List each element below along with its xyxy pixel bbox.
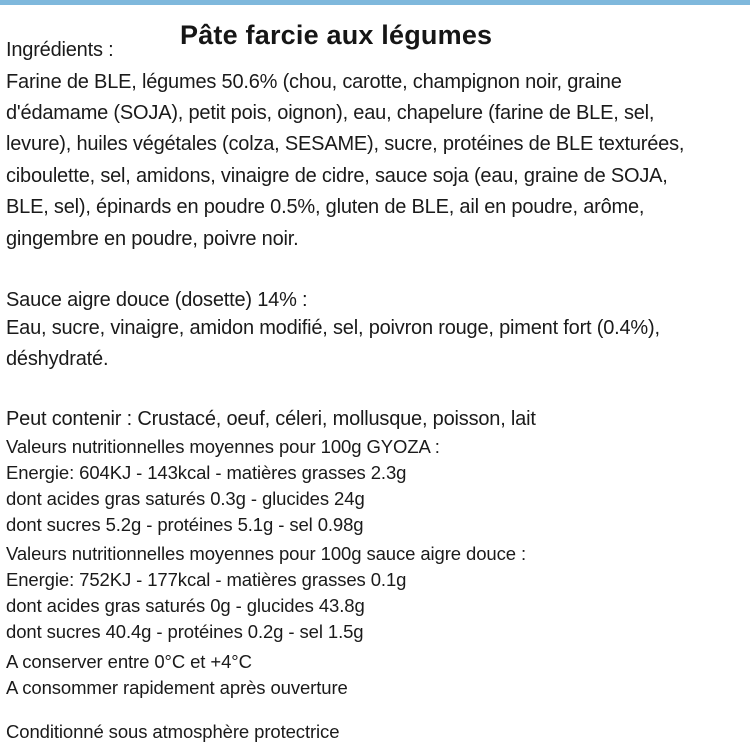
nutrition-gyoza-line: dont acides gras saturés 0.3g - glucides 24g — [6, 488, 365, 509]
product-title: Pâte farcie aux légumes — [180, 20, 493, 50]
nutrition-sauce-heading: Valeurs nutritionnelles moyennes pour 100g sauce aigre douce : — [6, 543, 527, 564]
ingredients-line: gingembre en poudre, poivre noir. — [6, 228, 299, 250]
ingredients-heading: Ingrédients : — [6, 39, 114, 61]
nutrition-gyoza-line: Energie: 604KJ - 143kcal - matières grasses 2.3g — [6, 462, 407, 483]
storage-instruction: A consommer rapidement après ouverture — [6, 677, 348, 698]
storage-instruction: A conserver entre 0°C et +4°C — [6, 651, 252, 672]
packaging-note: Conditionné sous atmosphère protectrice — [6, 721, 340, 742]
nutrition-sauce-line: dont acides gras saturés 0g - glucides 43.8g — [6, 595, 365, 616]
sauce-heading: Sauce aigre douce (dosette) 14% : — [6, 289, 308, 311]
sauce-line: déshydraté. — [6, 348, 109, 370]
allergens-statement: Peut contenir : Crustacé, oeuf, céleri, mollusque, poisson, lait — [6, 408, 536, 430]
ingredients-line: Farine de BLE, légumes 50.6% (chou, carotte, champignon noir, graine — [6, 71, 622, 93]
ingredients-line: ciboulette, sel, amidons, vinaigre de cidre, sauce soja (eau, graine de SOJA, — [6, 165, 668, 187]
nutrition-gyoza-line: dont sucres 5.2g - protéines 5.1g - sel 0.98g — [6, 514, 364, 535]
nutrition-gyoza-heading: Valeurs nutritionnelles moyennes pour 100g GYOZA : — [6, 436, 440, 457]
nutrition-sauce-line: dont sucres 40.4g - protéines 0.2g - sel 1.5g — [6, 621, 364, 642]
nutrition-sauce-line: Energie: 752KJ - 177kcal - matières grasses 0.1g — [6, 569, 407, 590]
sauce-line: Eau, sucre, vinaigre, amidon modifié, sel, poivron rouge, piment fort (0.4%), — [6, 317, 660, 339]
ingredients-line: BLE, sel), épinards en poudre 0.5%, gluten de BLE, ail en poudre, arôme, — [6, 196, 645, 218]
ingredients-line: levure), huiles végétales (colza, SESAME), sucre, protéines de BLE texturées, — [6, 133, 685, 155]
ingredients-line: d'édamame (SOJA), petit pois, oignon), eau, chapelure (farine de BLE, sel, — [6, 102, 655, 124]
